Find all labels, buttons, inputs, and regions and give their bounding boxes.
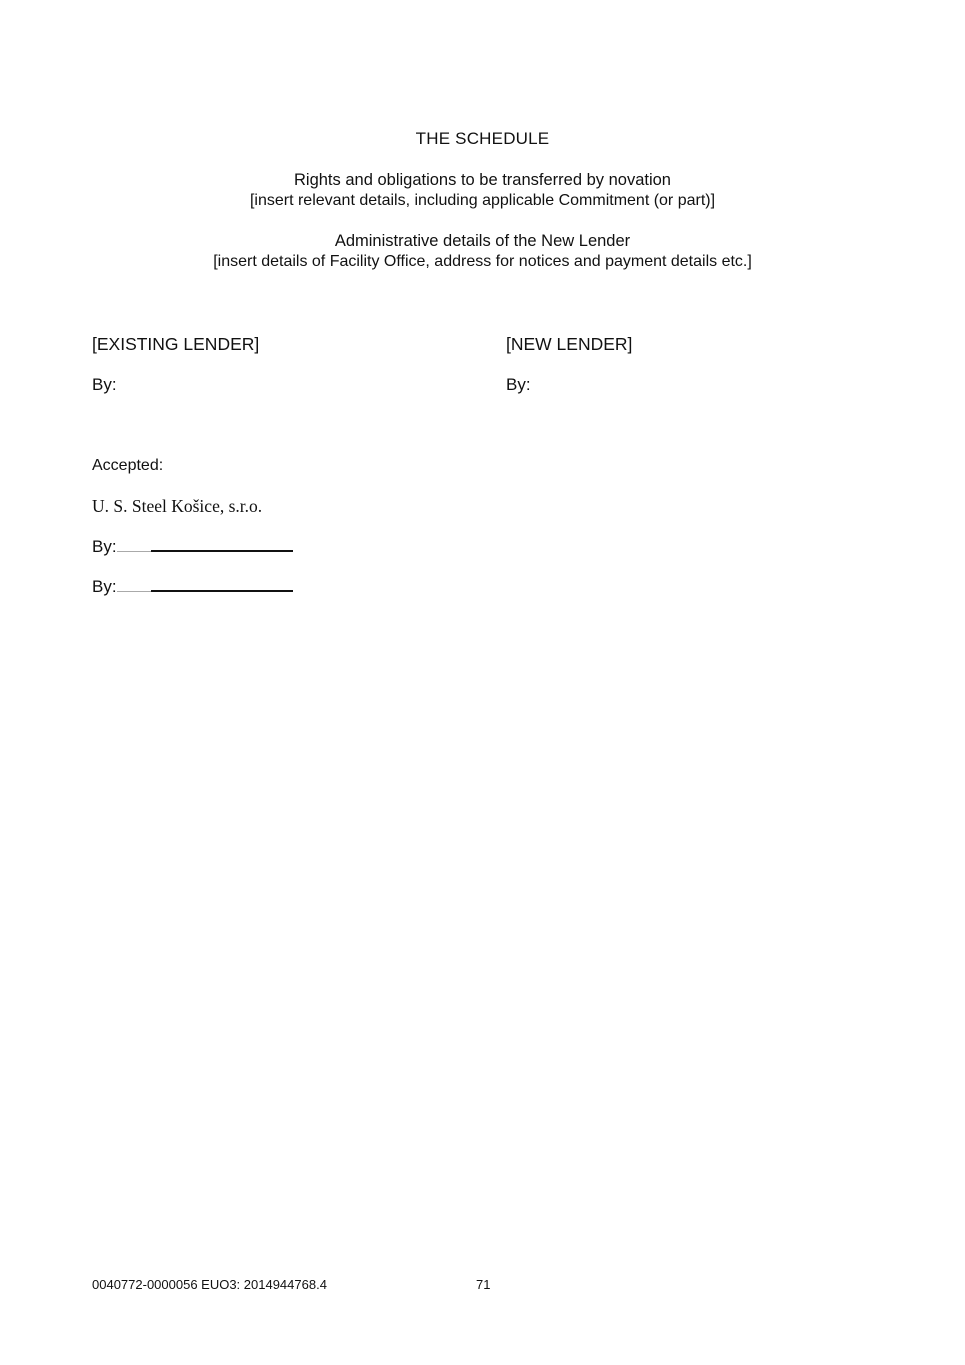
admin-heading: Administrative details of the New Lender [334, 232, 631, 250]
schedule-title: THE SCHEDULE [415, 129, 550, 148]
by-label-1: By: [92, 537, 117, 556]
signature-line-1 [151, 550, 293, 552]
new-lender-by: By: [506, 375, 531, 394]
footer-document-ref: 0040772-0000056 EUO3: 2014944768.4 [92, 1277, 327, 1292]
accepted-label: Accepted: [92, 457, 164, 474]
rights-detail: [insert relevant details, including applicable Commitment (or part)] [249, 192, 716, 209]
company-name: U. S. Steel Košice, s.r.o. [92, 496, 263, 516]
existing-lender-by: By: [92, 375, 117, 394]
admin-detail: [insert details of Facility Office, address for notices and payment details etc.] [213, 253, 752, 270]
rights-heading: Rights and obligations to be transferred by novation [294, 171, 671, 189]
signature-line-light-1 [117, 551, 151, 552]
company-signature-line-2 [92, 577, 293, 597]
signature-line-light-2 [117, 591, 151, 592]
footer-page-number: 71 [476, 1277, 491, 1292]
new-lender-label: [NEW LENDER] [506, 334, 633, 354]
company-signature-line-1 [92, 537, 293, 557]
signature-line-2 [151, 590, 293, 592]
by-label-2: By: [92, 577, 117, 596]
existing-lender-label: [EXISTING LENDER] [92, 334, 260, 354]
